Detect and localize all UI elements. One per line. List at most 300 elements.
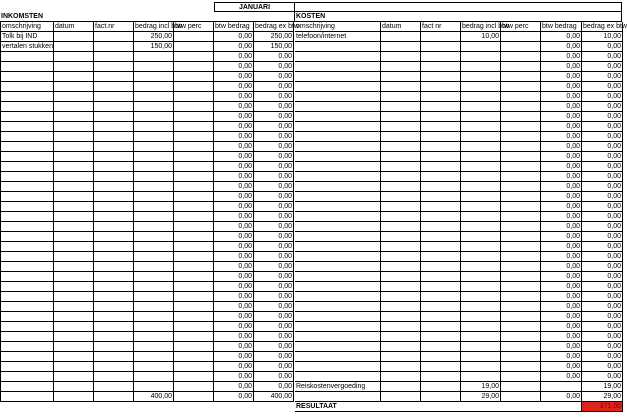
cost-cell[interactable] — [381, 242, 421, 252]
income-cell[interactable]: 0,00 — [254, 382, 294, 392]
cost-cell[interactable] — [295, 162, 381, 172]
cost-cell[interactable] — [381, 52, 421, 62]
income-cell[interactable] — [0, 342, 54, 352]
income-cell[interactable]: 0,00 — [254, 212, 294, 222]
cost-cell[interactable]: 0,00 — [582, 42, 623, 52]
income-cell[interactable] — [174, 122, 214, 132]
income-cell[interactable] — [134, 292, 174, 302]
cost-cell[interactable] — [421, 92, 461, 102]
income-cell[interactable] — [54, 72, 94, 82]
result-label[interactable]: RESULTAAT — [295, 402, 582, 412]
cost-cell[interactable] — [461, 272, 501, 282]
income-cell[interactable] — [54, 302, 94, 312]
income-cell[interactable] — [174, 152, 214, 162]
cost-cell[interactable] — [381, 82, 421, 92]
cost-cell[interactable]: 0,00 — [582, 232, 623, 242]
income-cell[interactable] — [134, 182, 174, 192]
income-cell[interactable] — [174, 342, 214, 352]
income-cell[interactable] — [134, 82, 174, 92]
cost-cell[interactable]: 0,00 — [541, 222, 582, 232]
cost-cell[interactable] — [501, 52, 541, 62]
cost-cell[interactable] — [381, 112, 421, 122]
cost-cell[interactable] — [381, 232, 421, 242]
cost-cell[interactable] — [421, 312, 461, 322]
income-cell[interactable] — [54, 372, 94, 382]
income-cell[interactable] — [134, 92, 174, 102]
income-cell[interactable]: 0,00 — [214, 112, 254, 122]
cost-cell[interactable] — [501, 342, 541, 352]
income-cell[interactable] — [134, 362, 174, 372]
cost-cell[interactable]: Reiskostenvergoeding — [295, 382, 381, 392]
income-cell[interactable] — [54, 192, 94, 202]
month-header[interactable]: JANUARI — [214, 2, 295, 12]
cost-cell[interactable]: 0,00 — [541, 362, 582, 372]
cost-cell[interactable] — [295, 172, 381, 182]
income-cell[interactable] — [0, 382, 54, 392]
cost-cell[interactable] — [501, 232, 541, 242]
income-cell[interactable]: 0,00 — [214, 322, 254, 332]
income-cell[interactable] — [0, 302, 54, 312]
cost-cell[interactable] — [461, 232, 501, 242]
income-cell[interactable]: 0,00 — [254, 112, 294, 122]
cost-cell[interactable] — [461, 122, 501, 132]
cost-cell[interactable] — [461, 142, 501, 152]
cost-cell[interactable] — [295, 242, 381, 252]
cost-cell[interactable]: 0,00 — [541, 372, 582, 382]
cost-cell[interactable] — [421, 242, 461, 252]
cost-cell[interactable] — [295, 182, 381, 192]
income-cell[interactable]: 0,00 — [214, 32, 254, 42]
income-cell[interactable] — [0, 72, 54, 82]
cost-cell[interactable] — [295, 282, 381, 292]
income-cell[interactable]: 0,00 — [214, 372, 254, 382]
income-cell[interactable]: 0,00 — [254, 162, 294, 172]
cost-cell[interactable] — [501, 242, 541, 252]
cost-cell[interactable] — [461, 322, 501, 332]
income-cell[interactable]: 0,00 — [214, 92, 254, 102]
income-cell[interactable] — [174, 162, 214, 172]
cost-cell[interactable]: 0,00 — [541, 182, 582, 192]
cost-cell[interactable] — [381, 342, 421, 352]
cost-cell[interactable] — [295, 312, 381, 322]
cost-cell[interactable] — [461, 252, 501, 262]
cost-cell[interactable] — [501, 322, 541, 332]
cost-cell[interactable]: 0,00 — [541, 262, 582, 272]
income-cell[interactable]: 0,00 — [254, 52, 294, 62]
income-cell[interactable]: 0,00 — [254, 62, 294, 72]
income-cell[interactable]: 0,00 — [214, 242, 254, 252]
income-cell[interactable] — [0, 82, 54, 92]
income-cell[interactable] — [134, 122, 174, 132]
cost-cell[interactable] — [381, 382, 421, 392]
income-cell[interactable] — [134, 162, 174, 172]
cost-cell[interactable] — [421, 232, 461, 242]
cost-cell[interactable] — [461, 152, 501, 162]
cost-cell[interactable] — [381, 42, 421, 52]
cost-cell[interactable]: 0,00 — [582, 322, 623, 332]
cost-cell[interactable]: 0,00 — [582, 222, 623, 232]
cost-cell[interactable] — [381, 62, 421, 72]
income-cell[interactable]: 0,00 — [214, 272, 254, 282]
income-cell[interactable] — [0, 182, 54, 192]
cost-cell[interactable] — [461, 222, 501, 232]
cost-cell[interactable]: 0,00 — [582, 292, 623, 302]
income-cell[interactable] — [0, 142, 54, 152]
cost-cell[interactable]: 0,00 — [541, 332, 582, 342]
income-cell[interactable] — [54, 102, 94, 112]
income-cell[interactable] — [174, 262, 214, 272]
income-cell[interactable]: 0,00 — [214, 152, 254, 162]
income-cell[interactable] — [0, 162, 54, 172]
cost-cell[interactable] — [461, 72, 501, 82]
income-cell[interactable]: 150,00 — [134, 42, 174, 52]
cost-cell[interactable] — [421, 212, 461, 222]
income-cell[interactable]: 0,00 — [254, 122, 294, 132]
income-cell[interactable] — [0, 52, 54, 62]
cost-cell[interactable] — [295, 352, 381, 362]
income-section-title[interactable]: INKOMSTEN — [0, 12, 295, 22]
cost-cell[interactable] — [501, 222, 541, 232]
cost-cell[interactable] — [381, 212, 421, 222]
cost-cell[interactable] — [501, 352, 541, 362]
income-cell[interactable]: 0,00 — [214, 122, 254, 132]
income-cell[interactable] — [94, 312, 134, 322]
income-cell[interactable]: 0,00 — [254, 132, 294, 142]
income-cell[interactable] — [0, 262, 54, 272]
income-cell[interactable] — [54, 182, 94, 192]
cost-cell[interactable] — [295, 42, 381, 52]
cost-cell[interactable]: 0,00 — [541, 132, 582, 142]
cost-cell[interactable] — [461, 372, 501, 382]
income-cell[interactable] — [94, 92, 134, 102]
income-cell[interactable] — [94, 352, 134, 362]
income-cell[interactable]: 0,00 — [254, 322, 294, 332]
income-cell[interactable]: 0,00 — [254, 342, 294, 352]
cost-cell[interactable] — [381, 172, 421, 182]
cost-header-cell[interactable]: omschrijving — [295, 22, 381, 32]
cost-cell[interactable]: 0,00 — [541, 32, 582, 42]
cost-cell[interactable] — [501, 152, 541, 162]
cost-cell[interactable] — [421, 372, 461, 382]
income-cell[interactable] — [174, 222, 214, 232]
income-cell[interactable] — [94, 362, 134, 372]
income-cell[interactable] — [174, 212, 214, 222]
income-cell[interactable]: 0,00 — [214, 252, 254, 262]
income-cell[interactable] — [54, 252, 94, 262]
cost-total-cell[interactable] — [295, 392, 381, 402]
income-cell[interactable] — [174, 202, 214, 212]
income-cell[interactable] — [174, 192, 214, 202]
cost-cell[interactable]: 0,00 — [541, 62, 582, 72]
income-cell[interactable] — [94, 32, 134, 42]
income-cell[interactable]: 0,00 — [214, 282, 254, 292]
income-cell[interactable]: 0,00 — [254, 332, 294, 342]
income-cell[interactable]: Tolk bij IND — [0, 32, 54, 42]
income-total-cell[interactable] — [94, 392, 134, 402]
cost-total-cell[interactable]: 0,00 — [541, 392, 582, 402]
income-cell[interactable] — [94, 192, 134, 202]
income-cell[interactable] — [134, 232, 174, 242]
cost-cell[interactable]: 0,00 — [541, 352, 582, 362]
cost-cell[interactable] — [461, 92, 501, 102]
income-cell[interactable] — [0, 252, 54, 262]
cost-cell[interactable]: 0,00 — [582, 342, 623, 352]
cost-cell[interactable] — [421, 352, 461, 362]
cost-cell[interactable] — [421, 292, 461, 302]
cost-total-cell[interactable] — [381, 392, 421, 402]
cost-cell[interactable]: 0,00 — [541, 192, 582, 202]
income-cell[interactable] — [54, 362, 94, 372]
cost-cell[interactable] — [381, 372, 421, 382]
cost-cell[interactable] — [421, 182, 461, 192]
income-cell[interactable]: 0,00 — [254, 232, 294, 242]
cost-cell[interactable]: 0,00 — [541, 252, 582, 262]
income-cell[interactable]: 0,00 — [214, 332, 254, 342]
income-cell[interactable] — [134, 272, 174, 282]
cost-cell[interactable] — [381, 152, 421, 162]
cost-cell[interactable] — [461, 332, 501, 342]
cost-total-cell[interactable]: 29,00 — [461, 392, 501, 402]
income-cell[interactable] — [94, 82, 134, 92]
cost-cell[interactable]: 0,00 — [582, 112, 623, 122]
cost-cell[interactable] — [295, 342, 381, 352]
income-cell[interactable]: 0,00 — [254, 292, 294, 302]
cost-cell[interactable] — [461, 202, 501, 212]
cost-cell[interactable]: 0,00 — [582, 252, 623, 262]
income-cell[interactable] — [174, 112, 214, 122]
cost-cell[interactable] — [381, 282, 421, 292]
cost-cell[interactable]: 0,00 — [541, 322, 582, 332]
cost-cell[interactable] — [381, 162, 421, 172]
income-cell[interactable] — [134, 132, 174, 142]
income-cell[interactable] — [0, 202, 54, 212]
income-cell[interactable]: 0,00 — [254, 352, 294, 362]
income-cell[interactable] — [134, 262, 174, 272]
cost-cell[interactable] — [421, 272, 461, 282]
cost-cell[interactable]: 0,00 — [541, 122, 582, 132]
income-cell[interactable] — [0, 122, 54, 132]
cost-cell[interactable]: telefoon/internet — [295, 32, 381, 42]
cost-cell[interactable]: 0,00 — [541, 342, 582, 352]
income-cell[interactable] — [54, 42, 94, 52]
cost-cell[interactable] — [295, 72, 381, 82]
cost-cell[interactable] — [421, 222, 461, 232]
income-cell[interactable]: 0,00 — [214, 102, 254, 112]
income-cell[interactable] — [174, 52, 214, 62]
income-cell[interactable] — [0, 242, 54, 252]
cost-cell[interactable]: 0,00 — [582, 102, 623, 112]
cost-cell[interactable] — [381, 322, 421, 332]
cost-cell[interactable] — [381, 352, 421, 362]
income-cell[interactable]: 0,00 — [214, 162, 254, 172]
income-cell[interactable] — [94, 222, 134, 232]
cost-cell[interactable] — [421, 382, 461, 392]
cost-cell[interactable] — [421, 122, 461, 132]
income-cell[interactable]: 0,00 — [254, 252, 294, 262]
cost-cell[interactable] — [295, 52, 381, 62]
income-cell[interactable] — [54, 262, 94, 272]
income-cell[interactable] — [174, 132, 214, 142]
income-cell[interactable] — [54, 212, 94, 222]
income-cell[interactable] — [94, 202, 134, 212]
cost-cell[interactable]: 0,00 — [582, 62, 623, 72]
cost-cell[interactable] — [295, 212, 381, 222]
income-cell[interactable] — [174, 252, 214, 262]
income-cell[interactable]: vertalen stukken — [2, 43, 53, 50]
month-header-fill[interactable] — [295, 2, 622, 12]
income-cell[interactable] — [54, 52, 94, 62]
cost-cell[interactable]: 0,00 — [582, 192, 623, 202]
income-cell[interactable]: 0,00 — [214, 312, 254, 322]
cost-cell[interactable] — [421, 102, 461, 112]
cost-cell[interactable]: 0,00 — [541, 272, 582, 282]
income-cell[interactable] — [54, 62, 94, 72]
income-cell[interactable] — [94, 152, 134, 162]
income-cell[interactable] — [174, 182, 214, 192]
income-cell[interactable] — [0, 192, 54, 202]
cost-cell[interactable] — [461, 302, 501, 312]
income-cell[interactable]: 0,00 — [214, 362, 254, 372]
cost-cell[interactable] — [421, 282, 461, 292]
cost-cell[interactable]: 0,00 — [541, 152, 582, 162]
cost-header-cell[interactable]: btw bedrag — [541, 22, 582, 32]
cost-cell[interactable] — [501, 312, 541, 322]
cost-cell[interactable]: 10,00 — [582, 32, 623, 42]
income-cell[interactable] — [54, 32, 94, 42]
cost-cell[interactable] — [461, 82, 501, 92]
cost-total-cell[interactable] — [501, 392, 541, 402]
income-cell[interactable] — [54, 112, 94, 122]
cost-cell[interactable] — [501, 32, 541, 42]
cost-cell[interactable] — [461, 162, 501, 172]
income-total-cell[interactable] — [174, 392, 214, 402]
income-cell[interactable] — [134, 332, 174, 342]
income-cell[interactable] — [94, 132, 134, 142]
cost-cell[interactable]: 0,00 — [582, 162, 623, 172]
cost-cell[interactable] — [421, 62, 461, 72]
income-cell[interactable]: 0,00 — [254, 72, 294, 82]
cost-cell[interactable] — [295, 102, 381, 112]
cost-cell[interactable] — [421, 252, 461, 262]
cost-cell[interactable] — [461, 132, 501, 142]
income-cell[interactable] — [0, 172, 54, 182]
cost-cell[interactable] — [295, 62, 381, 72]
income-cell[interactable] — [94, 122, 134, 132]
cost-cell[interactable] — [461, 242, 501, 252]
income-cell[interactable] — [134, 62, 174, 72]
income-cell[interactable] — [174, 362, 214, 372]
income-cell[interactable] — [0, 62, 54, 72]
cost-cell[interactable] — [381, 332, 421, 342]
income-cell[interactable] — [174, 72, 214, 82]
income-header-cell[interactable]: bedrag ex btw — [255, 23, 299, 30]
cost-cell[interactable] — [501, 132, 541, 142]
cost-cell[interactable]: 0,00 — [541, 42, 582, 52]
cost-cell[interactable]: 0,00 — [541, 312, 582, 322]
income-cell[interactable] — [54, 242, 94, 252]
cost-cell[interactable] — [461, 292, 501, 302]
income-cell[interactable]: 0,00 — [214, 262, 254, 272]
cost-cell[interactable] — [295, 372, 381, 382]
income-cell[interactable] — [0, 332, 54, 342]
income-cell[interactable]: 0,00 — [254, 282, 294, 292]
income-cell[interactable] — [174, 42, 214, 52]
income-cell[interactable]: 0,00 — [254, 172, 294, 182]
income-cell[interactable] — [134, 252, 174, 262]
income-cell[interactable] — [94, 292, 134, 302]
income-cell[interactable] — [134, 242, 174, 252]
income-cell[interactable] — [94, 182, 134, 192]
income-cell[interactable] — [94, 72, 134, 82]
income-cell[interactable] — [0, 292, 54, 302]
income-cell[interactable]: 0,00 — [254, 272, 294, 282]
income-cell[interactable] — [0, 112, 54, 122]
income-cell[interactable] — [134, 172, 174, 182]
income-cell[interactable] — [134, 212, 174, 222]
income-cell[interactable]: 0,00 — [254, 222, 294, 232]
income-cell[interactable] — [94, 162, 134, 172]
cost-cell[interactable] — [295, 322, 381, 332]
income-cell[interactable] — [94, 382, 134, 392]
cost-cell[interactable] — [381, 272, 421, 282]
cost-cell[interactable] — [421, 192, 461, 202]
cost-cell[interactable]: 0,00 — [582, 372, 623, 382]
cost-cell[interactable]: 10,00 — [461, 32, 501, 42]
income-cell[interactable]: 0,00 — [214, 232, 254, 242]
income-cell[interactable] — [54, 352, 94, 362]
income-cell[interactable] — [174, 292, 214, 302]
cost-cell[interactable] — [295, 262, 381, 272]
cost-cell[interactable] — [295, 142, 381, 152]
income-cell[interactable]: 0,00 — [254, 372, 294, 382]
income-cell[interactable] — [54, 82, 94, 92]
cost-cell[interactable]: 0,00 — [582, 262, 623, 272]
income-cell[interactable] — [134, 302, 174, 312]
income-cell[interactable] — [54, 152, 94, 162]
income-cell[interactable]: 0,00 — [214, 52, 254, 62]
income-cell[interactable] — [174, 142, 214, 152]
income-cell[interactable] — [94, 212, 134, 222]
cost-cell[interactable] — [461, 102, 501, 112]
cost-cell[interactable]: 0,00 — [582, 142, 623, 152]
cost-cell[interactable] — [501, 112, 541, 122]
income-cell[interactable] — [174, 332, 214, 342]
income-cell[interactable] — [134, 72, 174, 82]
cost-cell[interactable] — [381, 32, 421, 42]
income-cell[interactable] — [54, 342, 94, 352]
income-cell[interactable]: 0,00 — [254, 142, 294, 152]
cost-cell[interactable] — [381, 222, 421, 232]
cost-cell[interactable]: 0,00 — [541, 212, 582, 222]
income-cell[interactable] — [134, 372, 174, 382]
income-cell[interactable] — [54, 222, 94, 232]
cost-cell[interactable] — [501, 382, 541, 392]
cost-cell[interactable]: 0,00 — [582, 72, 623, 82]
cost-cell[interactable] — [295, 232, 381, 242]
income-cell[interactable] — [174, 242, 214, 252]
income-cell[interactable] — [94, 42, 134, 52]
cost-total-cell[interactable]: 29,00 — [582, 392, 623, 402]
cost-cell[interactable]: 0,00 — [582, 352, 623, 362]
income-cell[interactable] — [174, 62, 214, 72]
cost-cell[interactable] — [501, 292, 541, 302]
cost-cell[interactable] — [461, 172, 501, 182]
cost-cell[interactable] — [295, 332, 381, 342]
cost-cell[interactable] — [501, 142, 541, 152]
cost-cell[interactable] — [461, 262, 501, 272]
income-cell[interactable]: 150,00 — [254, 42, 294, 52]
cost-cell[interactable] — [421, 112, 461, 122]
